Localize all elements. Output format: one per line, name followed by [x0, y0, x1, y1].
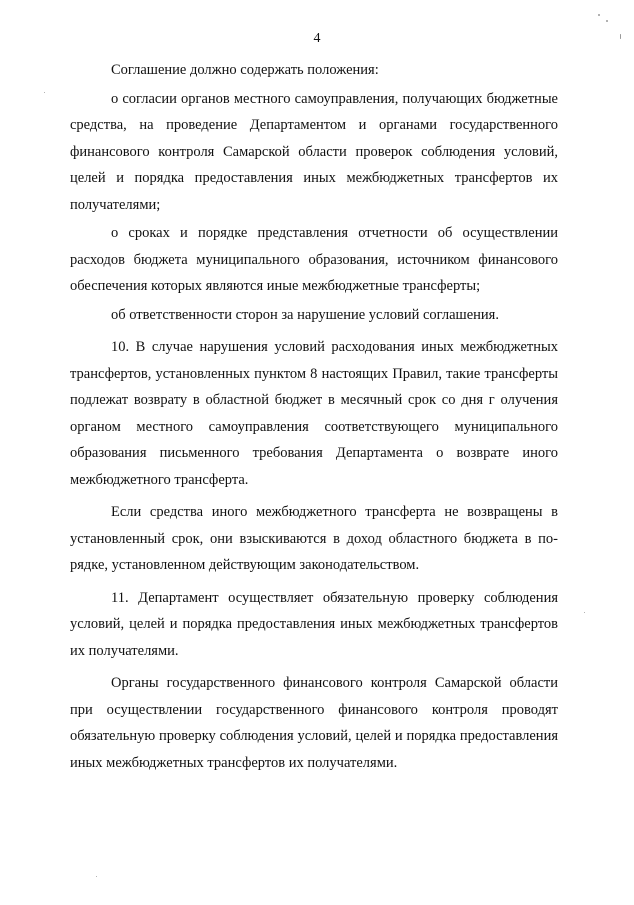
- paragraph-recovery: Если средства иного межбюджетного трансферта не возвращены в установленный срок, они взыскиваются в доход областного бюджета в порядке, установленном действующим законодательством.: [70, 504, 558, 573]
- scan-speck: [606, 20, 608, 22]
- paragraph-responsibility-clause: об ответственности сторон за нарушение условий соглашения.: [111, 306, 499, 323]
- document-body: [70, 57, 558, 778]
- page-number: 4: [313, 31, 321, 46]
- paragraph-agreement-intro: Соглашение должно содержать положения:: [111, 62, 379, 78]
- paragraph-item-11: 11. Департамент осуществляет обязательную проверку соблюдения условий, целей и порядка предоставления иных межбюджетных трансфертов их получателями.: [70, 589, 558, 659]
- paragraph-consent-clause: о согласии органов местного самоуправления, получающих бюджетные средства, на проведение Департаментом и органами государственного финансового контроля Самарской области проверок соблюдения условий, целей и порядка предоставления иных межбюджетных трансфертов их получателями;: [70, 90, 558, 213]
- paragraph-financial-control: Органы государственного финансового контроля Самарской области при осуществлении государственного финансового контроля проводят обязательную проверку соблюдения условий, целей и порядка предоставления иных межбюджетных трансфертов их получателями.: [70, 675, 558, 771]
- paragraph-item-10: 10. В случае нарушения условий расходования иных межбюджетных трансфертов, установленных пунктом 8 настоящих Правил, такие трансферты подлежат возврату в областной бюджет в месячный срок со дня г олучения органом местного самоуправления соответствующего муниципального образования письменного требования Департамента о возврате иного межбюджетного трансферта.: [70, 339, 558, 488]
- paragraph-reporting-clause: о сроках и порядке представления отчетности об осуществлении расходов бюджета муниципального образования, источником финансового обеспечения которых являются иные межбюджетные трансферты;: [70, 225, 558, 294]
- scan-speck: [620, 34, 621, 39]
- scan-speck: [44, 92, 45, 93]
- scan-speck: [598, 14, 600, 16]
- scan-speck: [584, 612, 585, 613]
- scan-speck: [96, 876, 97, 877]
